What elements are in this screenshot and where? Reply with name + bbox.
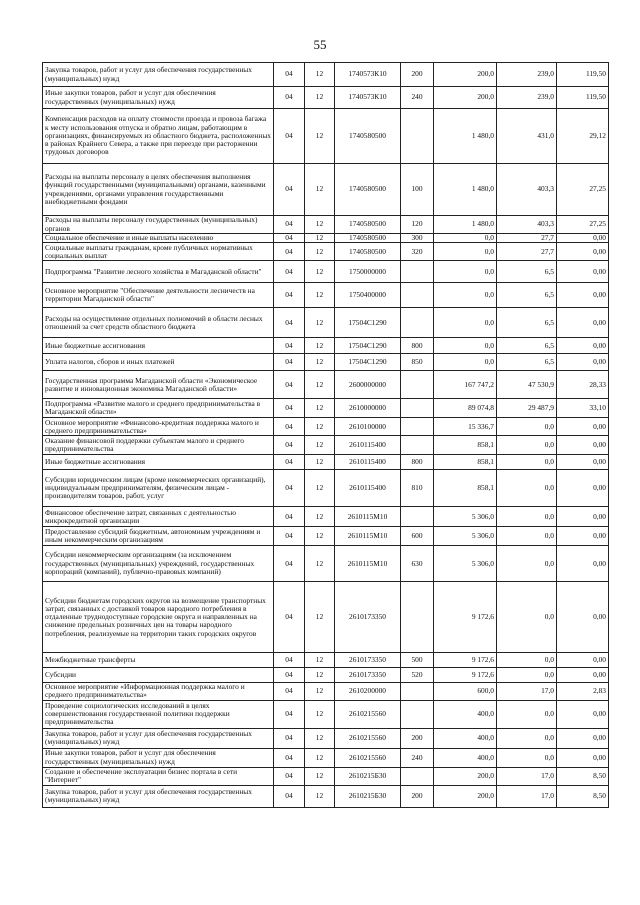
planned-amount: 200,0 <box>434 87 497 109</box>
expense-type-code: 810 <box>401 470 434 507</box>
executed-amount: 0,0 <box>497 455 557 470</box>
execution-percent: 0,00 <box>557 507 609 527</box>
execution-percent: 0,00 <box>557 582 609 653</box>
table-row <box>43 164 609 216</box>
section-code: 04 <box>274 399 305 418</box>
execution-percent: 29,12 <box>557 109 609 164</box>
executed-amount: 0,0 <box>497 668 557 683</box>
executed-amount: 0,0 <box>497 470 557 507</box>
subsection-code: 12 <box>305 216 335 234</box>
execution-percent: 27,25 <box>557 164 609 216</box>
section-code: 04 <box>274 283 305 308</box>
expense-type-code <box>401 371 434 399</box>
target-article-code: 2610215560 <box>335 748 401 767</box>
subsection-code: 12 <box>305 87 335 109</box>
row-name: Компенсация расходов на оплату стоимости проезда и провоза багажа к месту использования отпуска и обратно лицам, работающим в организациях, финансируемых из областного бюджета, расположенных в районах Крайнего Севера, а также при переезде при расторжении трудовых договоров <box>43 109 274 164</box>
row-name: Подпрограмма «Развитие малого и среднего предпринимательства в Магаданской области» <box>43 399 274 418</box>
execution-percent: 0,00 <box>557 527 609 546</box>
section-code: 04 <box>274 338 305 354</box>
expense-type-code <box>401 308 434 338</box>
target-article-code: 1740580500 <box>335 234 401 243</box>
row-name: Субсидии <box>43 668 274 683</box>
target-article-code: 2610115М10 <box>335 546 401 582</box>
execution-percent: 0,00 <box>557 700 609 728</box>
subsection-code: 12 <box>305 527 335 546</box>
section-code: 04 <box>274 546 305 582</box>
execution-percent: 0,00 <box>557 436 609 455</box>
section-code: 04 <box>274 767 305 785</box>
target-article-code: 2610173350 <box>335 582 401 653</box>
section-code: 04 <box>274 234 305 243</box>
executed-amount: 6,5 <box>497 354 557 371</box>
planned-amount: 0,0 <box>434 243 497 261</box>
section-code: 04 <box>274 354 305 371</box>
executed-amount: 47 530,9 <box>497 371 557 399</box>
execution-percent: 2,83 <box>557 683 609 700</box>
subsection-code: 12 <box>305 683 335 700</box>
planned-amount: 200,0 <box>434 63 497 87</box>
row-name: Проведение социологических исследований в целях совершенствования государственной политики поддержки предпринимательства <box>43 700 274 728</box>
expense-type-code: 200 <box>401 728 434 748</box>
subsection-code: 12 <box>305 243 335 261</box>
executed-amount: 6,5 <box>497 283 557 308</box>
executed-amount: 0,0 <box>497 418 557 436</box>
target-article-code: 17504С1290 <box>335 308 401 338</box>
target-article-code: 2610115М10 <box>335 527 401 546</box>
row-name: Иные бюджетные ассигнования <box>43 455 274 470</box>
target-article-code: 17504С1290 <box>335 354 401 371</box>
expense-type-code: 240 <box>401 87 434 109</box>
subsection-code: 12 <box>305 470 335 507</box>
planned-amount: 1 480,0 <box>434 109 497 164</box>
section-code: 04 <box>274 507 305 527</box>
executed-amount: 0,0 <box>497 546 557 582</box>
subsection-code: 12 <box>305 338 335 354</box>
target-article-code: 1740580500 <box>335 164 401 216</box>
section-code: 04 <box>274 418 305 436</box>
planned-amount: 0,0 <box>434 308 497 338</box>
expense-type-code: 800 <box>401 455 434 470</box>
section-code: 04 <box>274 700 305 728</box>
table-row <box>43 507 609 527</box>
subsection-code: 12 <box>305 283 335 308</box>
target-article-code: 2610000000 <box>335 399 401 418</box>
section-code: 04 <box>274 216 305 234</box>
target-article-code: 2610115400 <box>335 455 401 470</box>
section-code: 04 <box>274 261 305 283</box>
executed-amount: 6,5 <box>497 261 557 283</box>
section-code: 04 <box>274 470 305 507</box>
subsection-code: 12 <box>305 767 335 785</box>
row-name: Предоставление субсидий бюджетным, автономным учреждениям и иным некоммерческим организациям <box>43 527 274 546</box>
planned-amount: 858,1 <box>434 455 497 470</box>
table-row <box>43 748 609 767</box>
planned-amount: 167 747,2 <box>434 371 497 399</box>
executed-amount: 0,0 <box>497 748 557 767</box>
table-row <box>43 308 609 338</box>
target-article-code: 2610115400 <box>335 470 401 507</box>
planned-amount: 5 306,0 <box>434 527 497 546</box>
executed-amount: 0,0 <box>497 582 557 653</box>
subsection-code: 12 <box>305 354 335 371</box>
section-code: 04 <box>274 785 305 807</box>
row-name: Субсидии некоммерческим организациям (за исключением государственных (муниципальных) учреждений, государственных корпораций (компаний), публично-правовых компаний) <box>43 546 274 582</box>
execution-percent: 0,00 <box>557 283 609 308</box>
subsection-code: 12 <box>305 371 335 399</box>
section-code: 04 <box>274 371 305 399</box>
row-name: Расходы на осуществление отдельных полномочий в области лесных отношений за счет средств областного бюджета <box>43 308 274 338</box>
section-code: 04 <box>274 728 305 748</box>
section-code: 04 <box>274 668 305 683</box>
executed-amount: 0,0 <box>497 728 557 748</box>
planned-amount: 400,0 <box>434 728 497 748</box>
execution-percent: 0,00 <box>557 748 609 767</box>
target-article-code: 1740580500 <box>335 243 401 261</box>
table-row <box>43 700 609 728</box>
row-name: Расходы на выплаты персоналу в целях обеспечения выполнения функций государственными (муниципальными) органами, казенными учреждениями, органами управления государственными внебюджетными фондами <box>43 164 274 216</box>
expense-type-code <box>401 683 434 700</box>
table-row <box>43 767 609 785</box>
section-code: 04 <box>274 527 305 546</box>
row-name: Основное мероприятие "Обеспечение деятельности лесничеств на территории Магаданской области" <box>43 283 274 308</box>
row-name: Государственная программа Магаданской области «Экономическое развитие и инновационная экономика Магаданской области» <box>43 371 274 399</box>
expense-type-code: 600 <box>401 527 434 546</box>
target-article-code: 2610115М10 <box>335 507 401 527</box>
execution-percent: 0,00 <box>557 261 609 283</box>
expense-type-code <box>401 767 434 785</box>
table-row <box>43 683 609 700</box>
execution-percent: 0,00 <box>557 308 609 338</box>
table-row <box>43 527 609 546</box>
table-row <box>43 283 609 308</box>
subsection-code: 12 <box>305 418 335 436</box>
planned-amount: 1 480,0 <box>434 216 497 234</box>
expense-type-code <box>401 261 434 283</box>
planned-amount: 858,1 <box>434 470 497 507</box>
row-name: Расходы на выплаты персоналу государственных (муниципальных) органов <box>43 216 274 234</box>
planned-amount: 9 172,6 <box>434 582 497 653</box>
row-name: Межбюджетные трансферты <box>43 653 274 668</box>
subsection-code: 12 <box>305 164 335 216</box>
expense-type-code: 120 <box>401 216 434 234</box>
planned-amount: 858,1 <box>434 436 497 455</box>
planned-amount: 400,0 <box>434 748 497 767</box>
planned-amount: 9 172,6 <box>434 668 497 683</box>
executed-amount: 239,0 <box>497 87 557 109</box>
section-code: 04 <box>274 63 305 87</box>
executed-amount: 431,0 <box>497 109 557 164</box>
table-row <box>43 436 609 455</box>
execution-percent: 119,50 <box>557 63 609 87</box>
row-name: Основное мероприятие «Финансово-кредитная поддержка малого и среднего предпринимательства» <box>43 418 274 436</box>
target-article-code: 2610173350 <box>335 668 401 683</box>
target-article-code: 1750000000 <box>335 261 401 283</box>
section-code: 04 <box>274 582 305 653</box>
executed-amount: 0,0 <box>497 653 557 668</box>
expense-type-code: 200 <box>401 785 434 807</box>
planned-amount: 0,0 <box>434 283 497 308</box>
executed-amount: 0,0 <box>497 507 557 527</box>
subsection-code: 12 <box>305 582 335 653</box>
expense-type-code <box>401 418 434 436</box>
target-article-code: 2610173350 <box>335 653 401 668</box>
execution-percent: 0,00 <box>557 338 609 354</box>
table-row <box>43 354 609 371</box>
expense-type-code: 630 <box>401 546 434 582</box>
executed-amount: 403,3 <box>497 216 557 234</box>
table-row <box>43 582 609 653</box>
table-row <box>43 109 609 164</box>
executed-amount: 17,0 <box>497 785 557 807</box>
row-name: Создание и обеспечение эксплуатации бизнес портала в сети "Интернет" <box>43 767 274 785</box>
target-article-code: 17504С1290 <box>335 338 401 354</box>
execution-percent: 33,10 <box>557 399 609 418</box>
planned-amount: 0,0 <box>434 338 497 354</box>
planned-amount: 600,0 <box>434 683 497 700</box>
table-body <box>43 63 609 808</box>
execution-percent: 0,00 <box>557 243 609 261</box>
subsection-code: 12 <box>305 785 335 807</box>
target-article-code: 1750400000 <box>335 283 401 308</box>
execution-percent: 0,00 <box>557 354 609 371</box>
planned-amount: 200,0 <box>434 785 497 807</box>
executed-amount: 17,0 <box>497 683 557 700</box>
row-name: Иные бюджетные ассигнования <box>43 338 274 354</box>
table-row <box>43 371 609 399</box>
row-name: Подпрограмма "Развитие лесного хозяйства в Магаданской области" <box>43 261 274 283</box>
section-code: 04 <box>274 87 305 109</box>
target-article-code: 2610100000 <box>335 418 401 436</box>
execution-percent: 0,00 <box>557 653 609 668</box>
subsection-code: 12 <box>305 507 335 527</box>
target-article-code: 1740580500 <box>335 109 401 164</box>
section-code: 04 <box>274 164 305 216</box>
expense-type-code: 240 <box>401 748 434 767</box>
expense-type-code <box>401 700 434 728</box>
subsection-code: 12 <box>305 546 335 582</box>
target-article-code: 2610115400 <box>335 436 401 455</box>
planned-amount: 5 306,0 <box>434 546 497 582</box>
planned-amount: 0,0 <box>434 354 497 371</box>
execution-percent: 0,00 <box>557 455 609 470</box>
expense-type-code: 300 <box>401 234 434 243</box>
expense-type-code <box>401 582 434 653</box>
section-code: 04 <box>274 308 305 338</box>
table-row <box>43 261 609 283</box>
execution-percent: 0,00 <box>557 668 609 683</box>
execution-percent: 0,00 <box>557 728 609 748</box>
planned-amount: 89 074,8 <box>434 399 497 418</box>
table-row <box>43 234 609 243</box>
row-name: Закупка товаров, работ и услуг для обеспечения государственных (муниципальных) нужд <box>43 63 274 87</box>
table-row <box>43 785 609 807</box>
row-name: Субсидии юридическим лицам (кроме некоммерческих организаций), индивидуальным предпринимателям, физическим лицам - производителям товаров, работ, услуг <box>43 470 274 507</box>
expense-type-code: 850 <box>401 354 434 371</box>
table-row <box>43 87 609 109</box>
executed-amount: 29 487,9 <box>497 399 557 418</box>
subsection-code: 12 <box>305 436 335 455</box>
table-row <box>43 418 609 436</box>
budget-table <box>42 62 609 808</box>
table-row <box>43 728 609 748</box>
section-code: 04 <box>274 436 305 455</box>
table-row <box>43 63 609 87</box>
executed-amount: 6,5 <box>497 338 557 354</box>
row-name: Основное мероприятие «Информационная поддержка малого и среднего предпринимательства» <box>43 683 274 700</box>
planned-amount: 5 306,0 <box>434 507 497 527</box>
expense-type-code <box>401 399 434 418</box>
section-code: 04 <box>274 748 305 767</box>
target-article-code: 2600000000 <box>335 371 401 399</box>
expense-type-code: 500 <box>401 653 434 668</box>
target-article-code: 2610215Б30 <box>335 767 401 785</box>
execution-percent: 28,33 <box>557 371 609 399</box>
expense-type-code <box>401 507 434 527</box>
row-name: Закупка товаров, работ и услуг для обеспечения государственных (муниципальных) нужд <box>43 785 274 807</box>
section-code: 04 <box>274 653 305 668</box>
planned-amount: 15 336,7 <box>434 418 497 436</box>
target-article-code: 2610215560 <box>335 728 401 748</box>
target-article-code: 1740580500 <box>335 216 401 234</box>
subsection-code: 12 <box>305 668 335 683</box>
subsection-code: 12 <box>305 728 335 748</box>
executed-amount: 239,0 <box>497 63 557 87</box>
target-article-code: 2610215Б30 <box>335 785 401 807</box>
row-name: Закупка товаров, работ и услуг для обеспечения государственных (муниципальных) нужд <box>43 728 274 748</box>
executed-amount: 403,3 <box>497 164 557 216</box>
expense-type-code: 100 <box>401 164 434 216</box>
row-name: Финансовое обеспечение затрат, связанных с деятельностью микрокредитной организации <box>43 507 274 527</box>
subsection-code: 12 <box>305 399 335 418</box>
executed-amount: 17,0 <box>497 767 557 785</box>
row-name: Иные закупки товаров, работ и услуг для обеспечения государственных (муниципальных) нужд <box>43 87 274 109</box>
planned-amount: 1 480,0 <box>434 164 497 216</box>
planned-amount: 0,0 <box>434 234 497 243</box>
section-code: 04 <box>274 683 305 700</box>
expense-type-code <box>401 436 434 455</box>
table-row <box>43 470 609 507</box>
execution-percent: 8,50 <box>557 767 609 785</box>
table-row <box>43 455 609 470</box>
expense-type-code <box>401 283 434 308</box>
execution-percent: 0,00 <box>557 234 609 243</box>
target-article-code: 1740573К10 <box>335 87 401 109</box>
section-code: 04 <box>274 243 305 261</box>
executed-amount: 6,5 <box>497 308 557 338</box>
execution-percent: 0,00 <box>557 546 609 582</box>
table-row <box>43 338 609 354</box>
expense-type-code: 520 <box>401 668 434 683</box>
row-name: Иные закупки товаров, работ и услуг для обеспечения государственных (муниципальных) нужд <box>43 748 274 767</box>
target-article-code: 2610215560 <box>335 700 401 728</box>
row-name: Оказание финансовой поддержки субъектам малого и среднего предпринимательства <box>43 436 274 455</box>
planned-amount: 0,0 <box>434 261 497 283</box>
subsection-code: 12 <box>305 748 335 767</box>
executed-amount: 0,0 <box>497 527 557 546</box>
table-row <box>43 668 609 683</box>
table-row <box>43 216 609 234</box>
table-row <box>43 399 609 418</box>
planned-amount: 200,0 <box>434 767 497 785</box>
table-row <box>43 546 609 582</box>
executed-amount: 27,7 <box>497 243 557 261</box>
execution-percent: 0,00 <box>557 470 609 507</box>
execution-percent: 119,50 <box>557 87 609 109</box>
subsection-code: 12 <box>305 234 335 243</box>
execution-percent: 8,50 <box>557 785 609 807</box>
row-name: Социальные выплаты гражданам, кроме публичных нормативных социальных выплат <box>43 243 274 261</box>
table-row <box>43 653 609 668</box>
expense-type-code <box>401 109 434 164</box>
execution-percent: 0,00 <box>557 418 609 436</box>
subsection-code: 12 <box>305 653 335 668</box>
target-article-code: 1740573К10 <box>335 63 401 87</box>
row-name: Субсидии бюджетам городских округов на возмещение транспортных затрат, связанных с доставкой товаров народного потребления в отдаленные труднодоступные городские округа и направленных на снижение предельных розничных цен на товары народного потребления, реализуемые на территории таких городских округов <box>43 582 274 653</box>
subsection-code: 12 <box>305 109 335 164</box>
planned-amount: 400,0 <box>434 700 497 728</box>
subsection-code: 12 <box>305 700 335 728</box>
expense-type-code: 320 <box>401 243 434 261</box>
execution-percent: 27,25 <box>557 216 609 234</box>
subsection-code: 12 <box>305 63 335 87</box>
planned-amount: 9 172,6 <box>434 653 497 668</box>
table-row <box>43 243 609 261</box>
target-article-code: 2610200000 <box>335 683 401 700</box>
executed-amount: 27,7 <box>497 234 557 243</box>
executed-amount: 0,0 <box>497 436 557 455</box>
subsection-code: 12 <box>305 261 335 283</box>
subsection-code: 12 <box>305 308 335 338</box>
expense-type-code: 800 <box>401 338 434 354</box>
row-name: Социальное обеспечение и иные выплаты населению <box>43 234 274 243</box>
section-code: 04 <box>274 455 305 470</box>
section-code: 04 <box>274 109 305 164</box>
expense-type-code: 200 <box>401 63 434 87</box>
subsection-code: 12 <box>305 455 335 470</box>
row-name: Уплата налогов, сборов и иных платежей <box>43 354 274 371</box>
executed-amount: 0,0 <box>497 700 557 728</box>
page-number: 55 <box>313 37 327 52</box>
